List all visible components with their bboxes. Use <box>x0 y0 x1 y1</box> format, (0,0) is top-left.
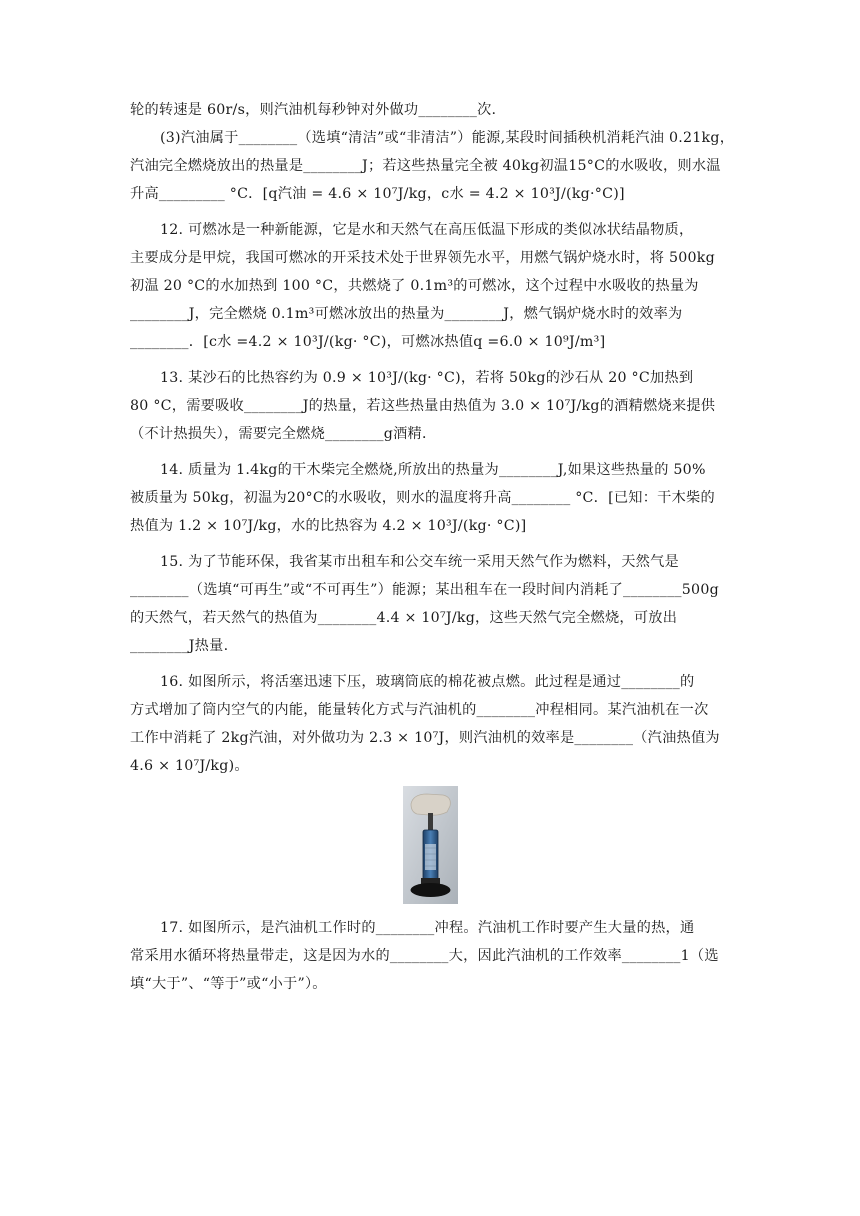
text-line: ________J，完全燃烧 0.1m³可燃冰放出的热量为________J，燃气锅炉烧水时的效率为 <box>130 306 683 322</box>
text-line: 主要成分是甲烷，我国可燃冰的开采技术处于世界领先水平，用燃气锅炉烧水时，将 500kg <box>130 250 715 266</box>
text-line: 15. 为了节能环保，我省某市出租车和公交车统一采用天然气作为燃料，天然气是 <box>160 554 679 570</box>
text-line: 16. 如图所示，将活塞迅速下压，玻璃筒底的棉花被点燃。此过程是通过________的 <box>160 674 695 690</box>
text-line: ________J热量. <box>130 638 229 654</box>
syringe-compression-photo-icon <box>403 786 458 904</box>
text-line: 升高_________ °C．[q汽油 = 4.6 × 10⁷J/kg，c水 = 4.2 × 10³J/(kg·°C)] <box>130 186 625 202</box>
text-line: 被质量为 50kg，初温为20°C的水吸收，则水的温度将升高________ °C．[已知：干木柴的 <box>130 490 715 506</box>
question-13 <box>130 364 730 448</box>
text-line: 17. 如图所示，是汽油机工作时的________冲程。汽油机工作时要产生大量的热，通 <box>160 920 695 936</box>
text-line: 13. 某沙石的比热容约为 0.9 × 10³J/(kg· °C)，若将 50kg的沙石从 20 °C加热到 <box>160 370 694 386</box>
text-line: （不计热损失），需要完全燃烧________g酒精． <box>130 426 437 442</box>
text-line: 填“大于”、“等于”或“小于”）。 <box>130 976 327 992</box>
text-line: 方式增加了筒内空气的内能，能量转化方式与汽油机的________冲程相同。某汽油机在一次 <box>130 702 709 718</box>
text-line: 12. 可燃冰是一种新能源，它是水和天然气在高压低温下形成的类似冰状结晶物质， <box>160 222 694 238</box>
question-12 <box>130 216 730 356</box>
question-17 <box>130 914 730 998</box>
text-line: (3)汽油属于________（选填“清洁”或“非清洁”）能源,某段时间插秧机消耗汽油 0.21kg， <box>160 130 735 146</box>
question-11-tail <box>130 96 735 208</box>
text-line: 14. 质量为 1.4kg的干木柴完全燃烧,所放出的热量为________J,如果这些热量的 50% <box>160 462 706 478</box>
document-body <box>130 96 735 998</box>
question-16 <box>130 668 730 780</box>
text-line: 80 °C，需要吸收________J的热量，若这些热量由热值为 3.0 × 10⁷J/kg的酒精燃烧来提供 <box>130 398 716 414</box>
text-line: 热值为 1.2 × 10⁷J/kg，水的比热容为 4.2 × 10³J/(kg· °C)] <box>130 518 527 534</box>
question-15 <box>130 548 730 660</box>
text-line: 的天然气，若天然气的热值为________4.4 × 10⁷J/kg，这些天然气完全燃烧，可放出 <box>130 610 678 626</box>
text-line: 4.6 × 10⁷J/kg)。 <box>130 758 249 774</box>
question-14 <box>130 456 730 540</box>
text-line: 常采用水循环将热量带走，这是因为水的________大，因此汽油机的工作效率________1（选 <box>130 948 719 964</box>
text-line: 初温 20 °C的水加热到 100 °C，共燃烧了 0.1m³的可燃冰，这个过程中水吸收的热量为 <box>130 278 699 294</box>
text-line: 汽油完全燃烧放出的热量是________J；若这些热量完全被 40kg初温15°C的水吸收，则水温 <box>130 158 721 174</box>
text-line: ________．[c水 =4.2 × 10³J/(kg· °C)，可燃冰热值q =6.0 × 10⁹J/m³] <box>130 334 606 350</box>
syringe-compression-figure <box>403 786 458 904</box>
text-line: 工作中消耗了 2kg汽油，对外做功为 2.3 × 10⁷J，则汽油机的效率是________（汽油热值为 <box>130 730 720 746</box>
text-line: 轮的转速是 60r/s，则汽油机每秒钟对外做功________次. <box>130 102 497 118</box>
text-line: ________（选填“可再生”或“不可再生”）能源；某出租车在一段时间内消耗了________500g <box>130 582 719 598</box>
